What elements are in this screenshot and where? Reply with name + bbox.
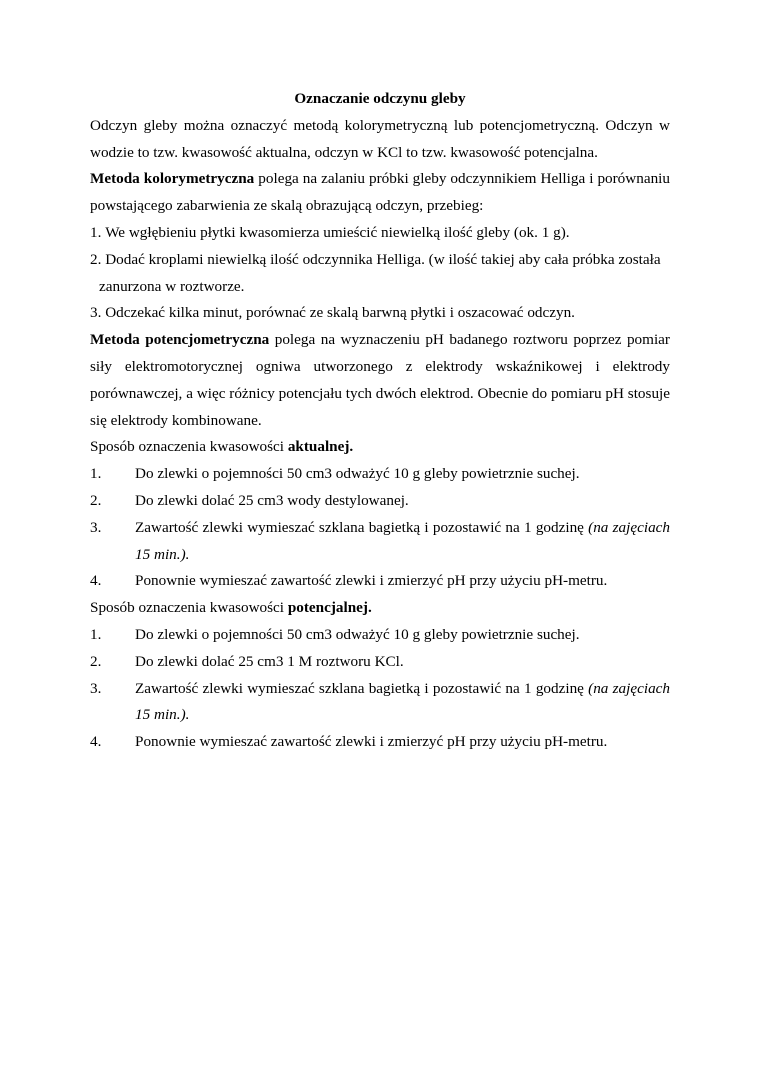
colorimetric-term: Metoda kolorymetryczna [90,170,255,188]
step-text: Dodać kroplami niewielką ilość odczynnika Helliga. (w ilość takiej aby cała próbka została [105,250,661,268]
step-number: 3. [90,679,102,697]
intro-paragraph: Odczyn gleby można oznaczyć metodą kolorymetryczną lub potencjometryczną. Odczyn w wodzie to tzw. kwasowość aktualna, odczyn w KCl to tzw. kwasowość potencjalna. [90,116,670,161]
step-text: Do zlewki o pojemności 50 cm3 odważyć 10 g gleby powietrznie suchej. [135,465,580,483]
step-number: 3. [90,518,102,536]
document-body [90,86,670,756]
step-text: Do zlewki o pojemności 50 cm3 odważyć 10 g gleby powietrznie suchej. [135,625,580,643]
actual-acidity-heading [90,434,670,461]
list-item [90,515,670,569]
step-number: 3. [90,304,102,322]
heading-end: . [349,438,354,456]
list-item [90,247,670,301]
list-item [90,568,670,595]
step-number: 4. [90,733,102,751]
list-item [90,649,670,676]
heading-term: aktualnej [287,438,350,456]
potentiometric-paragraph [90,327,670,434]
potentiometric-term: Metoda potencjometryczna [90,331,270,349]
heading-lead: Sposób oznaczenia kwasowości [90,599,288,617]
potentiometric-description: polega na wyznaczeniu pH badanego roztworu poprzez pomiar siły elektromotorycznej ogniwa utworzonego z elektrody wskaźnikowej i elektrody porównawczej, a więc różnicy potencjału tych dwóch elektrod. Obecnie do pomiaru pH stosuje się elektrody kombinowane. [90,331,670,429]
list-item [90,676,670,730]
step-text: Zawartość zlewki wymieszać szklana bagietką i pozostawić na 1 godzinę [135,518,589,536]
step-continuation: zanurzona w roztworze. [99,277,245,295]
list-item [90,220,670,247]
step-text: Do zlewki dolać 25 cm3 wody destylowanej. [135,491,409,509]
heading-end: . [367,599,372,617]
heading-lead: Sposób oznaczenia kwasowości [90,438,288,456]
step-number: 2. [90,652,102,670]
colorimetric-description: polega na zalaniu próbki gleby odczynnikiem Helliga i porównaniu powstającego zabarwienia ze skalą obrazującą odczyn, przebieg: [90,170,670,215]
step-number: 4. [90,572,102,590]
list-item [90,461,670,488]
step-number: 2. [90,250,102,268]
list-item [90,729,670,756]
potential-acidity-heading [90,595,670,622]
document-title: Oznaczanie odczynu gleby [294,90,466,107]
step-number: 1. [90,465,102,483]
step-text: Ponownie wymieszać zawartość zlewki i zmierzyć pH przy użyciu pH-metru. [135,572,608,590]
step-text: Ponownie wymieszać zawartość zlewki i zmierzyć pH przy użyciu pH-metru. [135,733,608,751]
list-item [90,300,670,327]
step-text: Odczekać kilka minut, porównać ze skalą barwną płytki i oszacować odczyn. [105,304,575,322]
step-note: (na zajęciach 15 min.). [135,679,670,724]
step-number: 2. [90,491,102,509]
step-number: 1. [90,223,102,241]
step-text: Zawartość zlewki wymieszać szklana bagietką i pozostawić na 1 godzinę [135,679,589,697]
colorimetric-paragraph [90,166,670,220]
step-text: We wgłębieniu płytki kwasomierza umieścić niewielką ilość gleby (ok. 1 g). [105,223,570,241]
potential-acidity-steps [90,622,670,756]
step-text: Do zlewki dolać 25 cm3 1 M roztworu KCl. [135,652,404,670]
step-number: 1. [90,625,102,643]
colorimetric-steps [90,220,670,327]
actual-acidity-steps [90,461,670,595]
step-note: (na zajęciach 15 min.). [135,518,670,563]
list-item [90,622,670,649]
heading-term: potencjalnej [287,599,368,617]
list-item [90,488,670,515]
